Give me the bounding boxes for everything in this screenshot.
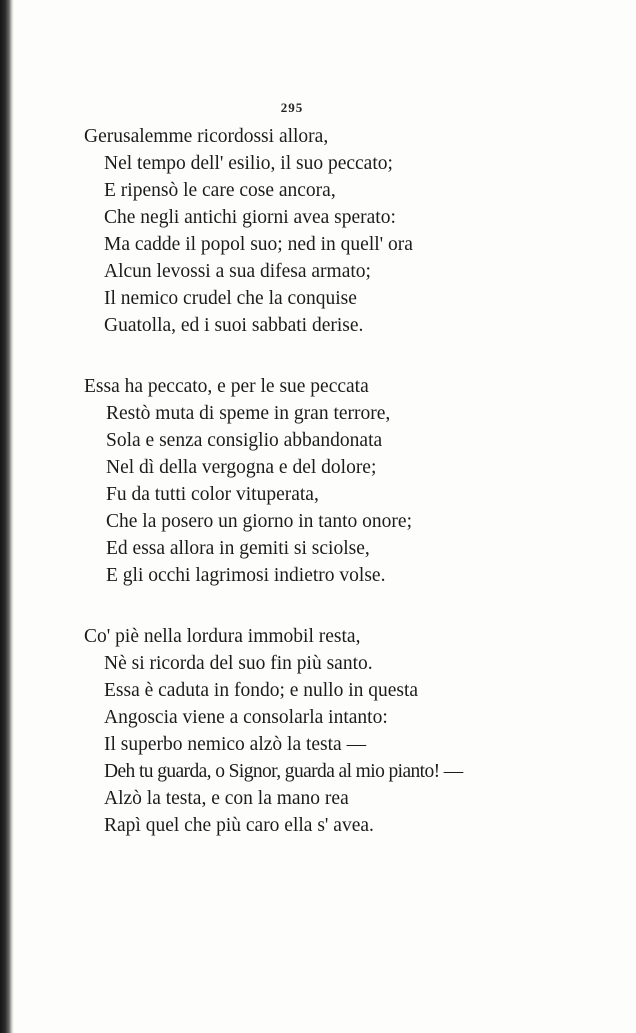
verse-line: Il nemico crudel che la conquise <box>104 288 357 309</box>
verse-line: Rapì quel che più caro ella s' avea. <box>104 815 374 836</box>
verse-line: Nel dì della vergogna e del dolore; <box>106 457 377 478</box>
verse-line: Essa ha peccato, e per le sue peccata <box>84 376 369 397</box>
verse-line: Alcun levossi a sua difesa armato; <box>104 261 371 282</box>
verse-line: Deh tu guarda, o Signor, guarda al mio pianto! — <box>104 761 463 782</box>
verse-line: Nel tempo dell' esilio, il suo peccato; <box>104 153 393 174</box>
verse-line: Restò muta di speme in gran terrore, <box>106 403 391 424</box>
verse-line: Ed essa allora in gemiti si sciolse, <box>106 538 370 559</box>
verse-line: E gli occhi lagrimosi indietro volse. <box>106 565 386 586</box>
binding-edge <box>0 0 14 1033</box>
verse-line: Che la posero un giorno in tanto onore; <box>106 511 412 532</box>
verse-line: Il superbo nemico alzò la testa — <box>104 734 367 755</box>
verse-line: Nè si ricorda del suo fin più santo. <box>104 653 373 674</box>
verse-line: Fu da tutti color vituperata, <box>106 484 319 505</box>
verse-line: Co' piè nella lordura immobil resta, <box>84 626 361 647</box>
page-number: 295 <box>280 100 304 115</box>
verse-line: Essa è caduta in fondo; e nullo in questa <box>104 680 419 701</box>
verse-line: Guatolla, ed i suoi sabbati derise. <box>104 315 364 336</box>
verse-line: Ma cadde il popol suo; ned in quell' ora <box>104 234 413 255</box>
verse-line: Gerusalemme ricordossi allora, <box>84 126 329 147</box>
verse-line: Alzò la testa, e con la mano rea <box>104 788 349 809</box>
verse-line: Angoscia viene a consolarla intanto: <box>104 707 388 728</box>
verse-line: Che negli antichi giorni avea sperato: <box>104 207 396 228</box>
verse-line: E ripensò le care cose ancora, <box>104 180 336 201</box>
verse-line: Sola e senza consiglio abbandonata <box>106 430 383 451</box>
